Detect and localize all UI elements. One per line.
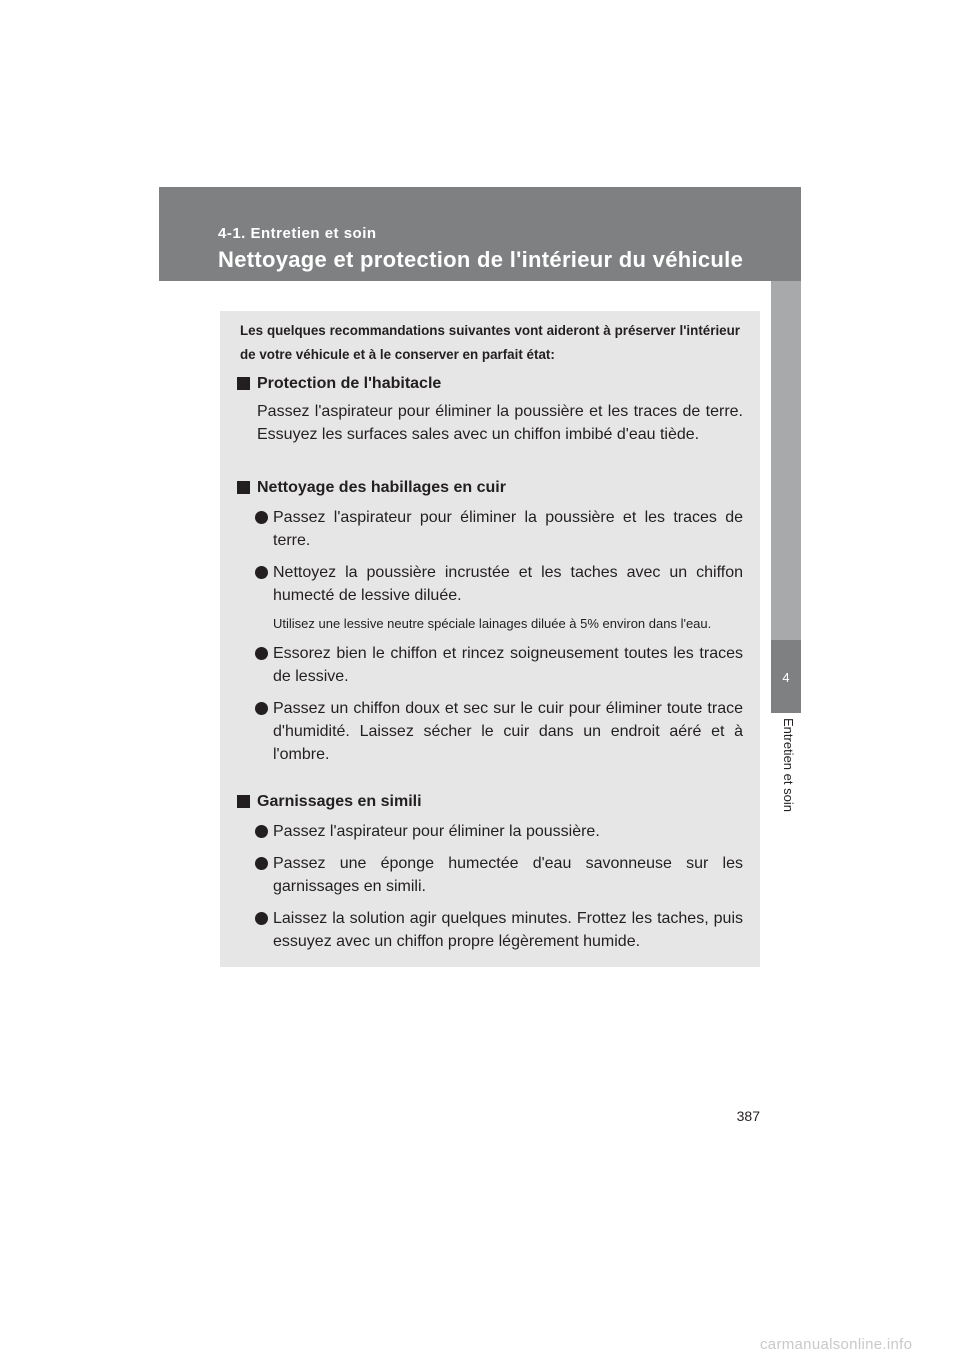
round-bullet-icon: [255, 702, 268, 715]
chapter-number: 4: [782, 670, 790, 685]
chapter-label: Entretien et soin: [781, 718, 796, 812]
round-bullet-icon: [255, 566, 268, 579]
square-bullet-icon: [237, 377, 250, 390]
note-text: Utilisez une lessive neutre spéciale lainages diluée à 5% environ dans l'eau.: [273, 616, 712, 631]
side-tab-active: [771, 640, 801, 713]
section-label: 4-1. Entretien et soin: [218, 225, 377, 242]
intro-text: Les quelques recommandations suivantes vont aideront à préserver l'intérieur de votre véhicule et à le conserver en parfait état:: [240, 323, 740, 362]
section-heading: Nettoyage des habillages en cuir: [237, 476, 743, 500]
side-tab-strip: [771, 281, 801, 640]
content-box: [220, 311, 760, 967]
watermark: carmanualsonline.info: [760, 1336, 913, 1353]
list-item: Passez l'aspirateur pour éliminer la poussière.: [237, 820, 743, 843]
round-bullet-icon: [255, 647, 268, 660]
section-heading: Garnissages en simili: [237, 790, 743, 814]
round-bullet-icon: [255, 825, 268, 838]
round-bullet-icon: [255, 511, 268, 524]
list-item: Nettoyez la poussière incrustée et les taches avec un chiffon humecté de lessive diluée.: [237, 561, 743, 607]
list-item: Laissez la solution agir quelques minutes. Frottez les taches, puis essuyez avec un chiffon propre légèrement humide.: [237, 907, 743, 953]
list-item: Passez l'aspirateur pour éliminer la poussière et les traces de terre.: [237, 506, 743, 552]
square-bullet-icon: [237, 481, 250, 494]
round-bullet-icon: [255, 912, 268, 925]
list-item: Passez un chiffon doux et sec sur le cuir pour éliminer toute trace d'humidité. Laissez sécher le cuir dans un endroit aéré et à l'ombre.: [237, 697, 743, 766]
page-number: 387: [736, 1108, 760, 1124]
list-item: Passez une éponge humectée d'eau savonneuse sur les garnissages en simili.: [237, 852, 743, 898]
section-heading: Protection de l'habitacle: [237, 372, 743, 396]
section-text: Passez l'aspirateur pour éliminer la poussière et les traces de terre. Essuyez les surfaces sales avec un chiffon imbibé d'eau tiède.: [257, 403, 743, 443]
section-simili: [237, 790, 743, 953]
page-title: Nettoyage et protection de l'intérieur du véhicule: [218, 247, 744, 272]
square-bullet-icon: [237, 795, 250, 808]
section-cuir: [237, 476, 743, 766]
round-bullet-icon: [255, 857, 268, 870]
section-protection: [237, 372, 743, 446]
list-item: Essorez bien le chiffon et rincez soigneusement toutes les traces de lessive.: [237, 642, 743, 688]
chapter-header: [159, 187, 801, 281]
